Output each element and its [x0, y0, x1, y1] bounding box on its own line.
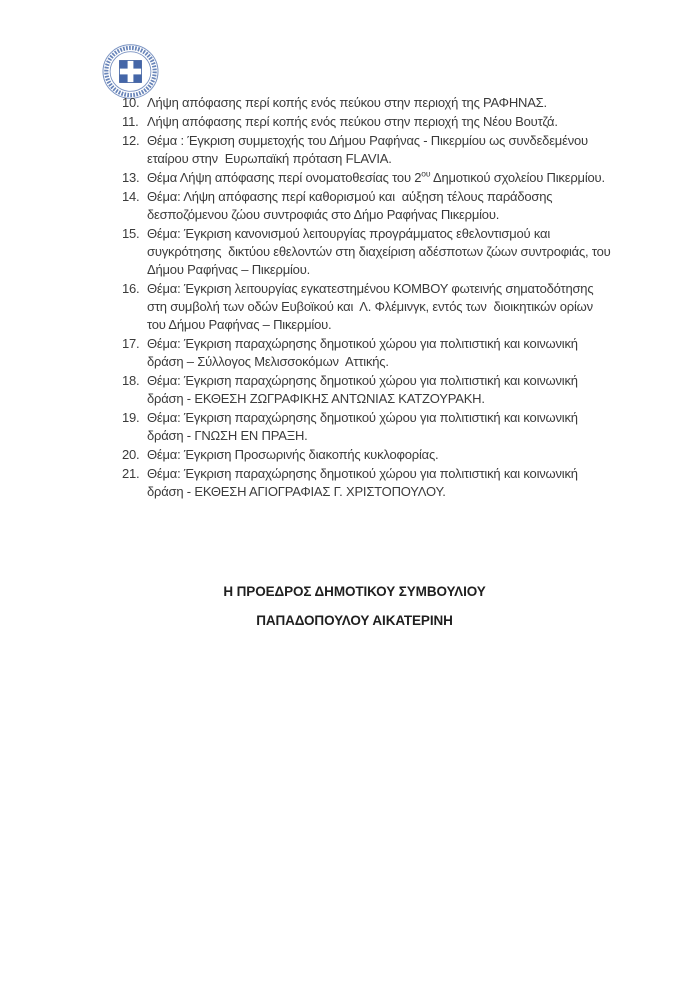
- agenda-item-number: 16.: [122, 281, 140, 296]
- agenda-item-number: 14.: [122, 189, 140, 204]
- agenda-item-number: 18.: [122, 373, 140, 388]
- agenda-item-text: Λήψη απόφασης περί κοπής ενός πεύκου στην περιοχή της ΡΑΦΗΝΑΣ.: [147, 95, 547, 110]
- agenda-item: [122, 188, 587, 224]
- agenda-list: [122, 94, 611, 502]
- agenda-item-number: 17.: [122, 336, 140, 351]
- agenda-item-number: 20.: [122, 447, 140, 462]
- agenda-item-text: Θέμα Λήψη απόφασης περί ονοματοθεσίας του $2^{o\upsilon}$ Δημοτικού σχολείου Πικερμίου.: [147, 168, 605, 185]
- agenda-item-text: Θέμα: Έγκριση παραχώρησης δημοτικού χώρου για πολιτιστική και κοινωνική δράση - ΕΚΘΕΣΗ ΖΩΓΡΑΦΙΚΗΣ ΑΝΤΩΝΙΑΣ ΚΑΤΖΟΥΡΑΚΗ.: [147, 373, 578, 406]
- agenda-item-text: Λήψη απόφασης περί κοπής ενός πεύκου στην περιοχή της Νέου Βουτζά.: [147, 114, 558, 129]
- agenda-item: [122, 132, 587, 168]
- agenda-item-text: Θέμα: Λήψη απόφασης περί καθορισμού και αύξηση τέλους παράδοσης δεσποζόμενου ζώου συντροφιάς στο Δήμο Ραφήνας Πικερμίου.: [147, 189, 553, 222]
- agenda-item: [122, 168, 605, 187]
- agenda-item-number: 19.: [122, 410, 140, 425]
- agenda-item: [122, 280, 594, 334]
- agenda-item: [122, 409, 587, 445]
- signature-block: [122, 584, 587, 628]
- agenda-item: [122, 335, 587, 371]
- agenda-item-text: Θέμα: Έγκριση παραχώρησης δημοτικού χώρου για πολιτιστική και κοινωνική δράση - ΓΝΩΣΗ ΕΝ ΠΡΑΞΗ.: [147, 410, 578, 443]
- agenda-item: [122, 372, 587, 408]
- emblem-svg: [102, 44, 159, 99]
- agenda-item-number: 13.: [122, 170, 140, 185]
- agenda-item: [122, 94, 587, 112]
- agenda-item: [122, 225, 611, 279]
- agenda-item: [122, 446, 587, 464]
- agenda-item-number: 10.: [122, 95, 140, 110]
- agenda-item-text: Θέμα : Έγκριση συμμετοχής του Δήμου Ραφήνας - Πικερμίου ως συνδεδεμένου εταίρου στην Ευρωπαϊκή πρόταση FLAVIA.: [147, 133, 588, 166]
- agenda-item-number: 12.: [122, 133, 140, 148]
- agenda-item-text: Θέμα: Έγκριση κανονισμού λειτουργίας προγράμματος εθελοντισμού και συγκρότησης δικτύου εθελοντών στη διαχείριση αδέσποτων ζώων συντροφιάς, του Δήμου Ραφήνας – Πικερμίου.: [147, 226, 611, 277]
- signature-name: ΠΑΠΑΔΟΠΟΥΛΟΥ ΑΙΚΑΤΕΡΙΝΗ: [256, 613, 453, 628]
- agenda-item-text: Θέμα: Έγκριση παραχώρησης δημοτικού χώρου για πολιτιστική και κοινωνική δράση – Σύλλογος Μελισσοκόμων Αττικής.: [147, 336, 578, 369]
- agenda-item: [122, 113, 587, 131]
- agenda-item-text: Θέμα: Έγκριση παραχώρησης δημοτικού χώρου για πολιτιστική και κοινωνική δράση - ΕΚΘΕΣΗ ΑΓΙΟΓΡΑΦΙΑΣ Γ. ΧΡΙΣΤΟΠΟΥΛΟΥ.: [147, 466, 578, 499]
- agenda-item-number: 15.: [122, 226, 140, 241]
- hellenic-republic-emblem-icon: [102, 44, 159, 99]
- agenda-item-number: 21.: [122, 466, 140, 481]
- agenda-item-text: Θέμα: Έγκριση λειτουργίας εγκατεστημένου ΚΟΜΒΟΥ φωτεινής σηματοδότησης στη συμβολή των οδών Ευβοϊκού και Λ. Φλέμινγκ, εντός των διοικητικών ορίων του Δήμου Ραφήνας – Πικερμίου.: [147, 281, 594, 332]
- agenda-item: [122, 465, 587, 501]
- agenda-item-text: Θέμα: Έγκριση Προσωρινής διακοπής κυκλοφορίας.: [147, 447, 439, 462]
- signature-title: Η ΠΡΟΕΔΡΟΣ ΔΗΜΟΤΙΚΟΥ ΣΥΜΒΟΥΛΙΟΥ: [223, 584, 486, 599]
- agenda-item-number: 11.: [122, 114, 139, 129]
